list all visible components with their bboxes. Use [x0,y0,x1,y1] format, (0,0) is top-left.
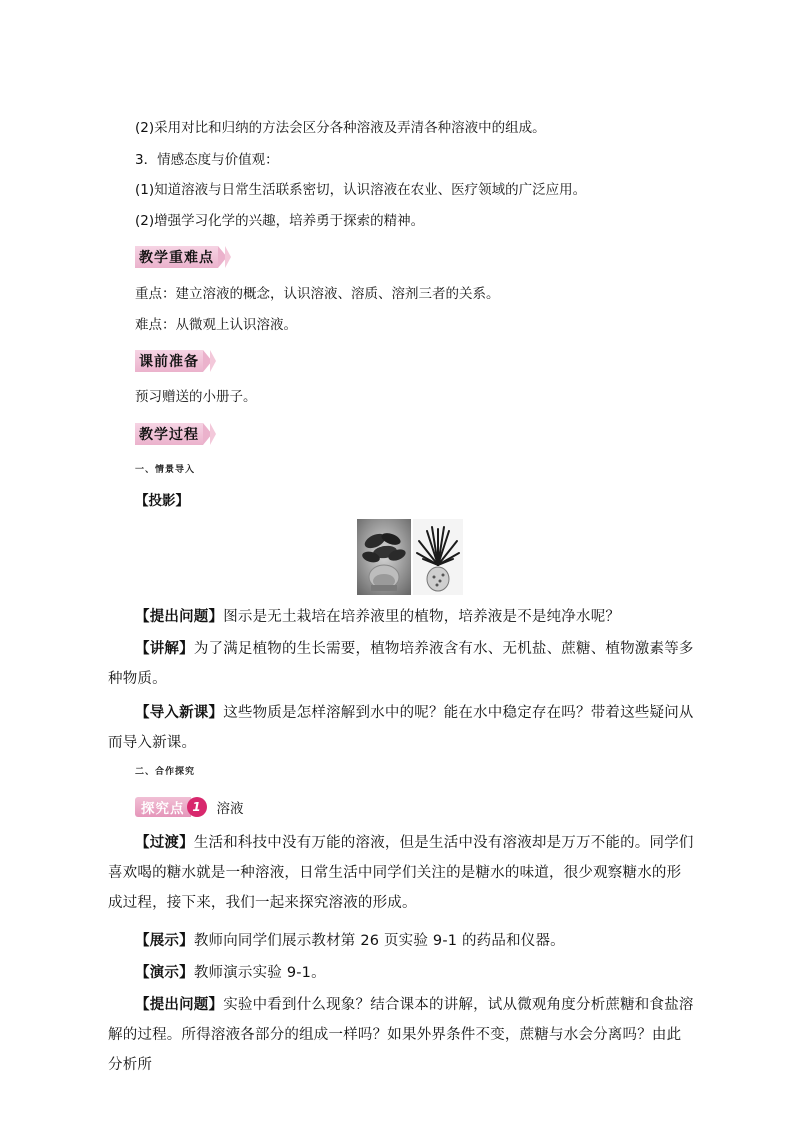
text-line: 3．情感态度与价值观： [135,152,279,168]
explore-point-heading [135,797,244,817]
paragraph-tag: 【演示】 [135,965,194,981]
paragraph-tag: 【展示】 [135,933,194,949]
paragraph-tag: 【过渡】 [135,835,194,851]
paragraph-question-2 [108,990,694,1080]
sub-heading: 一、情景导入 [135,465,196,475]
paragraph-show [108,926,694,956]
key-point-text: 重点：建立溶液的概念，认识溶液、溶质、溶剂三者的关系。 [135,286,500,302]
section-heading-preparation [135,350,216,372]
paragraph-text: 生活和科技中没有万能的溶液，但是生活中没有溶液却是万万不能的。同学们喜欢喝的糖水就是一种溶液，日常生活中同学们关注的是糖水的味道，很少观察糖水的形成过程，接下来，我们一起来探究溶液的形成。 [108,835,694,911]
section-heading-label: 教学重难点 [135,246,218,268]
paragraph-text: 图示是无土栽培在培养液里的植物，培养液是不是纯净水呢？ [223,609,621,625]
paragraph-intro [108,698,694,758]
paragraph-explain [108,634,694,694]
plant-photo-left [357,519,411,595]
section-heading-process [135,423,216,445]
arrow-icon [210,423,216,445]
paragraph-tag: 【导入新课】 [135,705,224,721]
arrow-icon [225,246,231,268]
explore-number-badge: 1 [187,797,207,817]
paragraph-text: 教师向同学们展示教材第 26 页实验 9-1 的药品和仪器。 [193,933,565,949]
paragraph-tag: 【讲解】 [135,641,194,657]
section-heading-key-points [135,246,231,268]
paragraph-question [108,602,694,632]
paragraph-text: 实验中看到什么现象？结合课本的讲解，试从微观角度分析蔗糖和食盐溶解的过程。所得溶液各部分的组成一样吗？如果外界条件不变，蔗糖与水会分离吗？由此分析所 [108,997,694,1073]
section-heading-label: 教学过程 [135,423,203,445]
explore-topic-label: 溶液 [216,801,244,817]
section-heading-label: 课前准备 [135,350,203,372]
paragraph-transition [108,828,694,918]
arrow-icon [210,350,216,372]
explore-pill-label: 探究点 [135,797,191,817]
paragraph-text: 这些物质是怎样溶解到水中的呢？能在水中稳定存在吗？带着这些疑问从而导入新课。 [108,705,694,751]
preparation-text: 预习赠送的小册子。 [135,389,257,405]
paragraph-tag: 【提出问题】 [135,997,224,1013]
paragraph-text: 为了满足植物的生长需要，植物培养液含有水、无机盐、蔗糖、植物激素等多种物质。 [108,641,694,687]
paragraph-demo [108,958,694,988]
sub-heading: 二、合作探究 [135,767,196,777]
paragraph-tag: 【提出问题】 [135,609,224,625]
plant-photo-right [413,519,463,595]
difficulty-text: 难点：从微观上认识溶液。 [135,317,297,333]
text-line: (2)增强学习化学的兴趣，培养勇于探索的精神。 [135,213,425,229]
paragraph-text: 教师演示实验 9-1。 [193,965,326,981]
text-line: (2)采用对比和归纳的方法会区分各种溶液及弄清各种溶液中的组成。 [135,120,546,136]
projection-label: 【投影】 [135,493,189,509]
text-line: (1)知道溶液与日常生活联系密切，认识溶液在农业、医疗领域的广泛应用。 [135,182,587,198]
